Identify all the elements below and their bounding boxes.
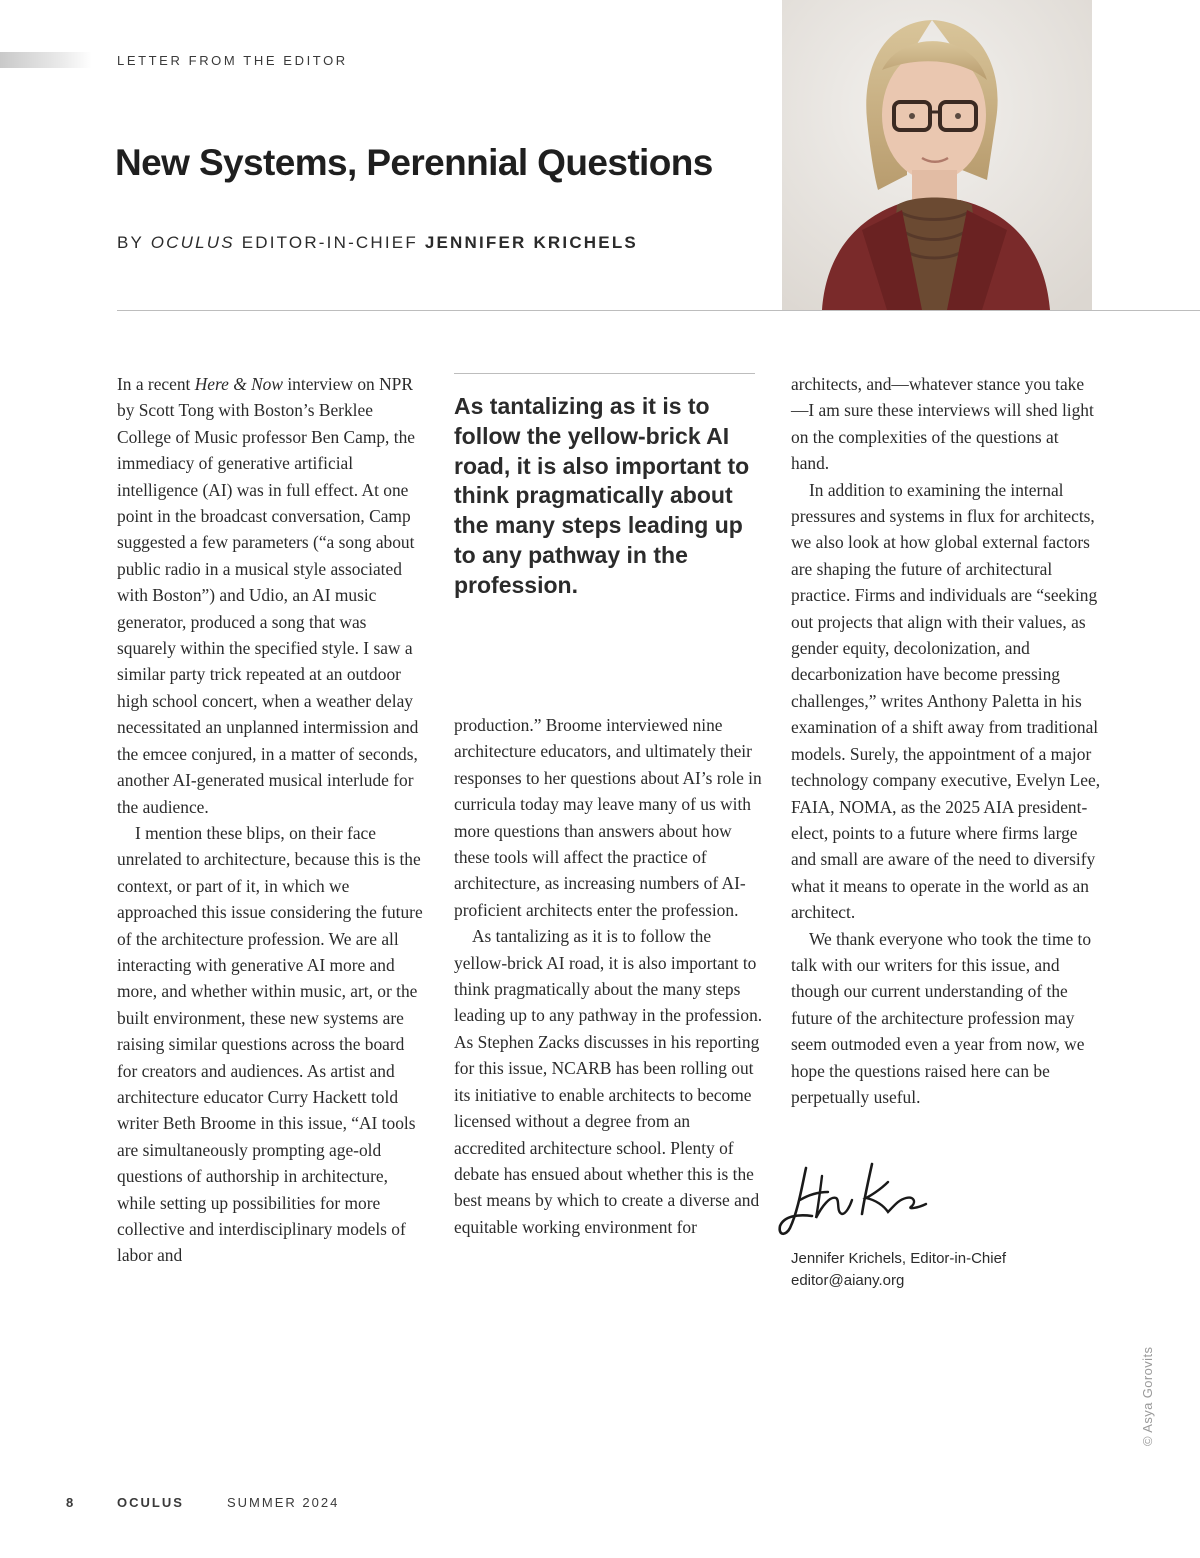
section-edge-bar — [0, 52, 92, 68]
byline-publication: OCULUS — [150, 233, 235, 252]
pull-quote: As tantalizing as it is to follow the yellow-brick AI road, it is also important to think pragmatically about the many steps leading up to any pathway in the profession. — [454, 393, 750, 598]
paragraph-text: In a recent — [117, 374, 195, 394]
section-kicker: LETTER FROM THE EDITOR — [117, 53, 348, 68]
signoff-name: Jennifer Krichels, Editor-in-Chief — [791, 1250, 1007, 1267]
handwritten-signature — [776, 1156, 946, 1246]
program-title: Here & Now — [194, 374, 283, 394]
paragraph: architects, and—whatever stance you take—I am sure these interviews will shed light on the complexities of the questions at hand. — [791, 374, 1094, 474]
byline-role: EDITOR-IN-CHIEF — [234, 233, 425, 252]
photo-credit: © Asya Gorovits — [1140, 1346, 1155, 1446]
paragraph: As tantalizing as it is to follow the yellow-brick AI road, it is also important to think pragmatically about the many steps leading up to any pathway in the profession. As Stephen Zacks discusses in his reporting for this issue, NCARB has been rolling out its initiative to enable architects to become licensed without a degree from an accredited architecture school. Plenty of debate has ensued about whether this is the best means by which to create a diverse and equitable working environment for — [454, 926, 763, 1237]
pull-quote-rule — [454, 373, 755, 374]
paragraph: In addition to examining the internal pressures and systems in flux for architects, we also look at how global external factors are shaping the future of architectural practice. Firms and individuals are “seeking out projects that align with their values, as gender equity, decolonization, and decarbonization have become pressing challenges,” writes Anthony Paletta in his examination of a shift away from traditional models. Surely, the appointment of a major technology company executive, Evelyn Lee, FAIA, NOMA, as the 2025 AIA president-elect, points to a future where firms large and small are aware of the need to diversify what it means to operate in the world as an architect. — [791, 479, 1101, 923]
headline: New Systems, Perennial Questions — [115, 142, 713, 183]
paragraph: I mention these blips, on their face unrelated to architecture, because this is the context, or part of it, in which we approached this issue considering the future of the architecture profession. We are all interacting with generative AI more and more, and whether within music, art, or the built environment, these new systems are raising similar questions across the board for creators and audiences. As artist and architecture educator Curry Hackett told writer Beth Broome in this issue, “AI tools are simultaneously prompting age-old questions of authorship in architecture, while setting up possibilities for more collective and interdisciplinary models of labor and — [117, 822, 423, 1266]
footer-issue: SUMMER 2024 — [227, 1495, 340, 1510]
paragraph — [117, 371, 427, 820]
body-column-2 — [454, 712, 764, 1240]
byline-prefix: BY — [117, 233, 151, 252]
header-divider — [117, 310, 1200, 311]
signoff-email: editor@aiany.org — [791, 1272, 905, 1289]
paragraph: production.” Broome interviewed nine architecture educators, and ultimately their responses to her questions about AI’s role in curricula today may leave many of us with more questions than answers about how these tools will affect the practice of architecture, as increasing numbers of AI-proficient architects enter the profession. — [454, 715, 762, 920]
paragraph: We thank everyone who took the time to talk with our writers for this issue, and though our current understanding of the future of the architecture profession may seem outmoded even a year from now, we hope the questions raised here can be perpetually useful. — [791, 928, 1092, 1107]
paragraph-text: interview on NPR by Scott Tong with Boston’s Berklee College of Music professor Ben Camp, the immediacy of generative artificial intelligence (AI) was in full effect. At one point in the broadcast conversation, Camp suggested a few parameters (“a song about public radio in a musical style associated with Boston”) and Udio, an AI music generator, produced a song that was squarely within the specified style. I saw a similar party trick repeated at an outdoor high school concert, when a weather delay necessitated an unplanned intermission and the emcee conjured, in a matter of seconds, another AI-generated musical interlude for the audience. — [117, 374, 419, 817]
byline — [117, 233, 638, 253]
byline-author: JENNIFER KRICHELS — [424, 233, 638, 252]
footer-page-number: 8 — [66, 1495, 76, 1510]
footer-magazine-name: OCULUS — [117, 1495, 184, 1510]
body-column-1 — [117, 371, 427, 1269]
editor-portrait — [782, 0, 1092, 310]
body-column-3 — [791, 371, 1101, 1110]
